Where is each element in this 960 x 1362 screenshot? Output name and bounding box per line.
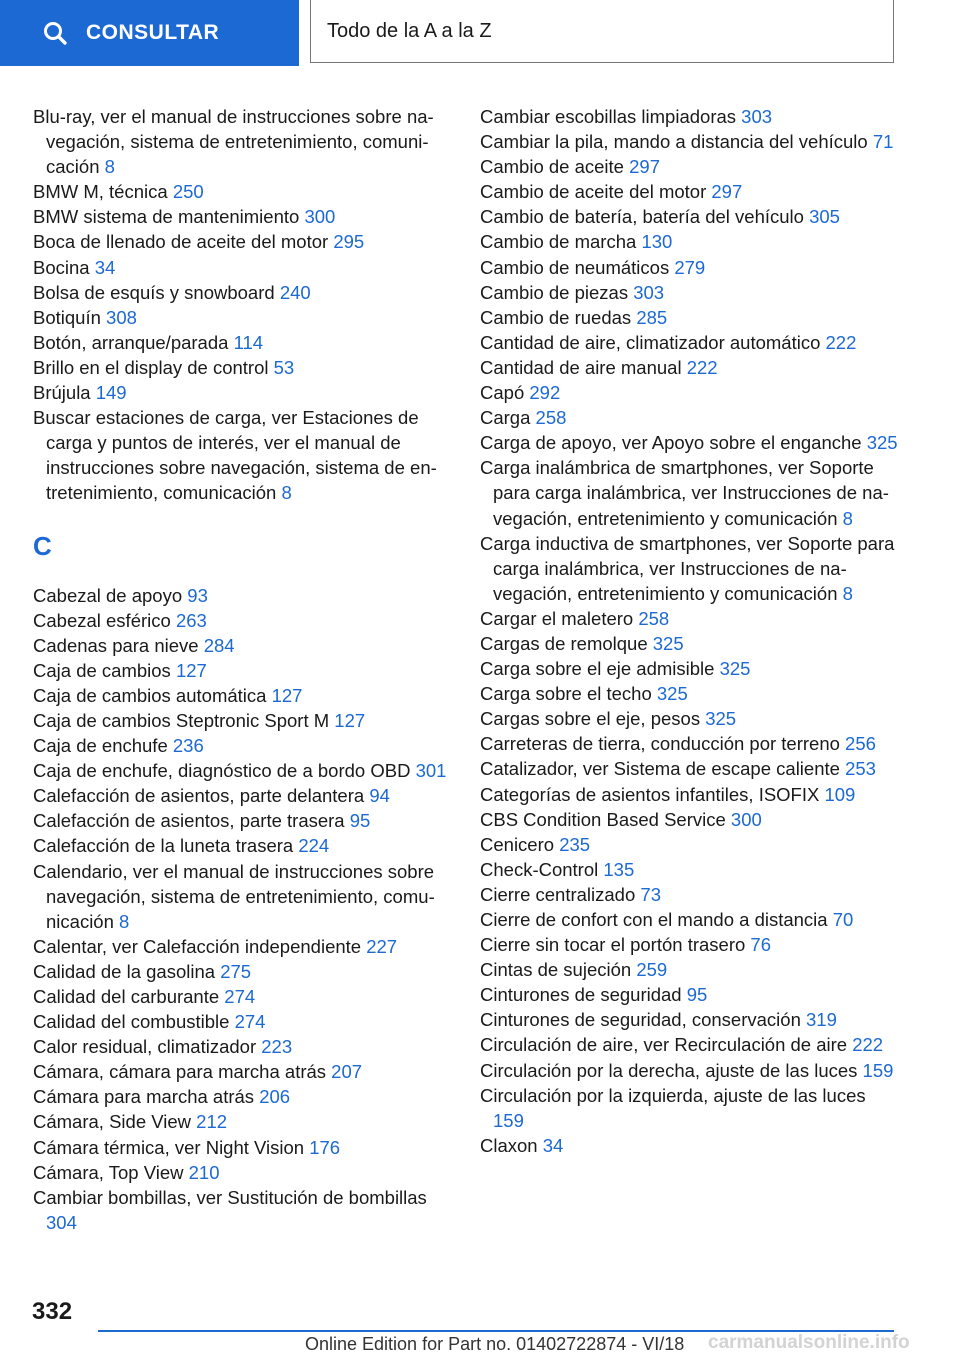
entry-term: Brillo en el display de control (33, 356, 269, 378)
entry-term: Caja de cambios automática (33, 684, 267, 706)
entry-term: Capó (480, 382, 525, 404)
entry-term: Bolsa de esquís y snowboard (33, 281, 275, 303)
entry-term: Calidad de la gasolina (33, 960, 216, 982)
page-link[interactable]: 70 (832, 909, 854, 930)
page-link[interactable]: 93 (187, 584, 208, 606)
entry-term: Check-Control (480, 858, 599, 880)
entry-term: Cámara para marcha atrás (33, 1086, 255, 1108)
entry-term: Calefacción de asientos, parte delantera (33, 785, 365, 807)
index-entry (33, 708, 453, 733)
page-link[interactable]: 256 (845, 733, 876, 755)
index-entry (480, 305, 900, 330)
page-link[interactable]: 130 (641, 231, 673, 253)
page-link[interactable]: 236 (172, 735, 204, 757)
index-entry (33, 583, 453, 608)
index-entry (33, 405, 453, 505)
index-entry (480, 204, 900, 229)
index-entry (480, 982, 900, 1007)
entry-term: Cargar el maletero (480, 607, 634, 629)
page-link[interactable]: 73 (640, 883, 661, 905)
page-link[interactable]: 274 (234, 1011, 266, 1033)
entry-term: CBS Condition Based Service (480, 808, 726, 830)
page-link[interactable]: 223 (261, 1036, 293, 1058)
index-entry (33, 179, 453, 204)
page-link[interactable]: 176 (309, 1136, 341, 1158)
watermark: carmanualsonline.info (708, 1332, 910, 1353)
index-entry (33, 1109, 453, 1134)
index-entry (480, 430, 900, 455)
index-group-b (33, 104, 453, 506)
entry-term: Cambio de aceite (480, 156, 624, 178)
entry-term: Cambio de aceite del motor (480, 181, 707, 203)
index-entry (480, 1058, 900, 1083)
page-link[interactable]: 274 (224, 986, 256, 1007)
page-link[interactable]: 222 (825, 331, 857, 353)
entry-term: Botiquín (33, 306, 101, 328)
index-entry (33, 758, 453, 783)
page-link[interactable]: 114 (233, 331, 264, 353)
page-link[interactable]: 149 (95, 382, 127, 404)
index-entry (33, 859, 453, 934)
index-entry (480, 932, 900, 957)
index-entry (33, 330, 453, 355)
entry-term: Buscar estaciones de carga, ver Estaciones de carga y puntos de interés, ver el manual de instrucciones sobre navegación, sistema de entretenimiento, comunicación (33, 407, 437, 504)
page-link[interactable]: 303 (741, 106, 773, 127)
page-link[interactable]: 325 (866, 432, 898, 454)
page-link[interactable]: 304 (46, 1211, 77, 1233)
entry-term: Caja de cambios Steptronic Sport M (33, 709, 330, 731)
page-link[interactable]: 127 (271, 684, 303, 706)
page-link[interactable]: 135 (603, 858, 635, 880)
entry-term: Calefacción de la luneta trasera (33, 835, 294, 857)
index-entry (480, 330, 900, 355)
page-link[interactable]: 263 (175, 609, 207, 631)
index-entry (33, 1034, 453, 1059)
page-link[interactable]: 319 (806, 1009, 837, 1031)
entry-term: Cabezal de apoyo (33, 584, 183, 606)
entry-term: Blu-ray, ver el manual de instrucciones sobre navegación, sistema de entretenimiento, comunicación (33, 106, 434, 178)
entry-term: Carga sobre el eje admisible (480, 658, 715, 680)
index-entry (480, 229, 900, 254)
page-link[interactable]: 253 (845, 758, 876, 780)
entry-term: Cargas de remolque (480, 632, 648, 654)
index-entry (480, 455, 900, 530)
entry-term: Caja de enchufe (33, 735, 168, 757)
entry-term: Cambio de ruedas (480, 306, 632, 328)
entry-term: Calendario, ver el manual de instrucciones sobre navegación, sistema de entretenimiento, comunicación (33, 860, 435, 932)
breadcrumb-text: Todo de la A a la Z (327, 19, 492, 42)
page-link[interactable]: 94 (369, 785, 390, 807)
page-link[interactable]: 159 (493, 1109, 524, 1131)
index-entry (480, 179, 900, 204)
index-entry (33, 1084, 453, 1109)
page-link[interactable]: 95 (349, 810, 371, 832)
index-entry (480, 1032, 900, 1057)
index-entry (33, 783, 453, 808)
index-column-left (33, 104, 453, 1235)
entry-term: Cierre de confort con el mando a distancia (480, 909, 828, 930)
index-entry (33, 355, 453, 380)
page-link[interactable]: 224 (298, 835, 330, 857)
entry-term: Carga inalámbrica de smartphones, ver Soporte para carga inalámbrica, ver Instrucciones de navegación, entretenimiento y comunicación (480, 457, 889, 529)
entry-term: Cierre centralizado (480, 883, 636, 905)
entry-term: Carga de apoyo, ver Apoyo sobre el enganche (480, 432, 862, 454)
index-entry (33, 733, 453, 758)
entry-term: Calentar, ver Calefacción independiente (33, 935, 362, 957)
index-entry (480, 706, 900, 731)
index-entry (480, 731, 900, 756)
index-entry (480, 355, 900, 380)
index-entry (480, 882, 900, 907)
page-link[interactable]: 250 (172, 181, 204, 203)
index-group-c (33, 583, 453, 1235)
index-entry (480, 380, 900, 405)
page-link[interactable]: 212 (196, 1111, 228, 1133)
entry-term: Catalizador, ver Sistema de escape caliente (480, 758, 840, 780)
entry-term: Carga sobre el techo (480, 683, 652, 705)
entry-term: Cambio de piezas (480, 281, 629, 303)
entry-term: Cámara térmica, ver Night Vision (33, 1136, 305, 1158)
section-letter: C (33, 530, 52, 561)
page-link[interactable]: 227 (366, 935, 398, 957)
entry-term: Cantidad de aire manual (480, 356, 682, 378)
page-link[interactable]: 53 (273, 356, 295, 378)
entry-term: Cintas de sujeción (480, 959, 632, 981)
index-entry (33, 1009, 453, 1034)
entry-term: BMW sistema de mantenimiento (33, 206, 300, 228)
page-link[interactable]: 300 (730, 808, 762, 830)
page-link[interactable]: 275 (220, 960, 252, 982)
entry-term: Circulación por la izquierda, ajuste de las luces (480, 1084, 866, 1106)
index-entry (33, 380, 453, 405)
entry-term: Carreteras de tierra, conducción por terreno (480, 733, 840, 755)
entry-term: Bocina (33, 256, 90, 278)
index-entry (33, 658, 453, 683)
page-link[interactable]: 300 (304, 206, 336, 228)
page-link[interactable]: 109 (824, 783, 856, 805)
index-column-right (480, 104, 900, 1158)
index-entry (480, 405, 900, 430)
entry-term: Circulación de aire, ver Recirculación de aire (480, 1034, 848, 1056)
page-number: 332 (32, 1298, 73, 1325)
index-entry (33, 934, 453, 959)
entry-term: Caja de cambios (33, 659, 171, 681)
index-entry (33, 280, 453, 305)
page-link[interactable]: 303 (633, 281, 665, 303)
entry-term: Cámara, cámara para marcha atrás (33, 1061, 327, 1083)
edition-text: Online Edition for Part no. 01402722874 - VI/18 (305, 1334, 685, 1354)
index-group-c-continued (480, 104, 900, 1158)
index-entry (480, 957, 900, 982)
page-link[interactable]: 8 (842, 507, 853, 529)
page-link[interactable]: 206 (259, 1086, 291, 1108)
index-entry (480, 656, 900, 681)
index-entry (33, 808, 453, 833)
page-link[interactable]: 292 (529, 382, 561, 404)
index-entry (480, 756, 900, 781)
page-link[interactable]: 297 (711, 181, 743, 203)
page-link[interactable]: 325 (656, 683, 688, 705)
entry-term: Cinturones de seguridad, conservación (480, 1009, 801, 1031)
page-link[interactable]: 95 (686, 984, 708, 1006)
entry-term: Brújula (33, 382, 91, 404)
entry-term: Cambiar bombillas, ver Sustitución de bombillas (33, 1186, 427, 1208)
entry-term: Cambio de marcha (480, 231, 637, 253)
index-entry (33, 1059, 453, 1084)
page-link[interactable]: 159 (862, 1059, 894, 1081)
page-link[interactable]: 8 (104, 156, 115, 178)
entry-term: Calidad del carburante (33, 986, 220, 1007)
index-entry (33, 229, 453, 254)
page-link[interactable]: 222 (852, 1034, 884, 1056)
entry-term: Cargas sobre el eje, pesos (480, 708, 701, 730)
index-entry (33, 255, 453, 280)
index-entry (33, 1185, 453, 1235)
index-entry (33, 984, 453, 1009)
page-link[interactable]: 301 (415, 760, 447, 782)
index-entry (33, 104, 453, 179)
page-link[interactable]: 258 (535, 407, 567, 429)
entry-term: Cenicero (480, 833, 555, 855)
entry-term: Carga inductiva de smartphones, ver Soporte para carga inalámbrica, ver Instrucciones de navegación, entretenimiento y comunicación (480, 532, 895, 604)
page-link[interactable]: 235 (559, 833, 591, 855)
index-entry (480, 255, 900, 280)
consultar-button[interactable] (0, 0, 299, 66)
index-entry (33, 608, 453, 633)
index-entry (480, 1083, 900, 1133)
entry-term: Cadenas para nieve (33, 634, 199, 656)
entry-term: Cambio de neumáticos (480, 256, 670, 278)
index-entry (33, 305, 453, 330)
entry-term: Cámara, Side View (33, 1111, 192, 1133)
page-link[interactable]: 308 (106, 306, 137, 328)
index-entry (480, 807, 900, 832)
entry-term: Calor residual, climatizador (33, 1036, 257, 1058)
index-entry (480, 1133, 900, 1158)
entry-term: Cambiar la pila, mando a distancia del vehículo (480, 131, 868, 153)
page-link[interactable]: 279 (674, 256, 706, 278)
index-entry (33, 1135, 453, 1160)
index-entry (480, 681, 900, 706)
search-icon (42, 20, 68, 46)
page-link[interactable]: 127 (175, 659, 207, 681)
page-link[interactable]: 259 (636, 959, 668, 981)
entry-term: Boca de llenado de aceite del motor (33, 231, 329, 253)
page-link[interactable]: 8 (281, 482, 292, 504)
page-link[interactable]: 207 (331, 1061, 363, 1083)
page-link[interactable]: 34 (542, 1134, 564, 1156)
page-link[interactable]: 285 (636, 306, 668, 328)
entry-term: Cabezal esférico (33, 609, 171, 631)
page-link[interactable]: 76 (750, 934, 771, 956)
entry-term: Cinturones de seguridad (480, 984, 682, 1006)
page-link[interactable]: 295 (333, 231, 365, 253)
page-link[interactable]: 8 (842, 582, 853, 604)
index-entry (480, 832, 900, 857)
page-link[interactable]: 297 (629, 156, 660, 178)
index-entry (33, 633, 453, 658)
index-entry (480, 782, 900, 807)
index-entry (33, 959, 453, 984)
page-link[interactable]: 71 (872, 131, 894, 153)
index-entry (480, 280, 900, 305)
index-entry (480, 606, 900, 631)
index-entry (480, 907, 900, 932)
index-entry (33, 1160, 453, 1185)
entry-term: Caja de enchufe, diagnóstico de a bordo OBD (33, 760, 411, 782)
page-link[interactable]: 222 (686, 356, 718, 378)
entry-term: Botón, arranque/parada (33, 331, 229, 353)
page-link[interactable]: 325 (705, 708, 737, 730)
index-entry (480, 129, 900, 154)
entry-term: Cámara, Top View (33, 1161, 184, 1183)
page-link[interactable]: 258 (638, 607, 670, 629)
page-link[interactable]: 325 (652, 632, 684, 654)
entry-term: Calidad del combustible (33, 1011, 230, 1033)
consultar-label: CONSULTAR (86, 21, 220, 44)
page-link[interactable]: 34 (94, 256, 116, 278)
index-entry (480, 631, 900, 656)
page-link[interactable]: 240 (279, 281, 311, 303)
entry-term: Carga (480, 407, 531, 429)
index-entry (480, 1007, 900, 1032)
top-bar (0, 0, 960, 66)
entry-term: Claxon (480, 1134, 538, 1156)
page-link[interactable]: 210 (188, 1161, 220, 1183)
entry-term: Circulación por la derecha, ajuste de las luces (480, 1059, 858, 1081)
page-link[interactable]: 325 (719, 658, 751, 680)
index-entry (480, 104, 900, 129)
entry-term: Cambiar escobillas limpiadoras (480, 106, 737, 127)
index-entry (480, 531, 900, 606)
entry-term: Cambio de batería, batería del vehículo (480, 206, 804, 228)
entry-term: Cantidad de aire, climatizador automático (480, 331, 821, 353)
page-link[interactable]: 284 (203, 634, 235, 656)
page-link[interactable]: 8 (119, 910, 130, 932)
page-link[interactable]: 305 (809, 206, 840, 228)
index-entry (33, 683, 453, 708)
breadcrumb[interactable] (310, 0, 894, 63)
index-entry (480, 154, 900, 179)
entry-term: Calefacción de asientos, parte trasera (33, 810, 345, 832)
index-entry (33, 833, 453, 858)
entry-term: Categorías de asientos infantiles, ISOFIX (480, 783, 820, 805)
index-entry (480, 857, 900, 882)
index-entry (33, 204, 453, 229)
page-link[interactable]: 127 (334, 709, 366, 731)
entry-term: BMW M, técnica (33, 181, 168, 203)
entry-term: Cierre sin tocar el portón trasero (480, 934, 746, 956)
